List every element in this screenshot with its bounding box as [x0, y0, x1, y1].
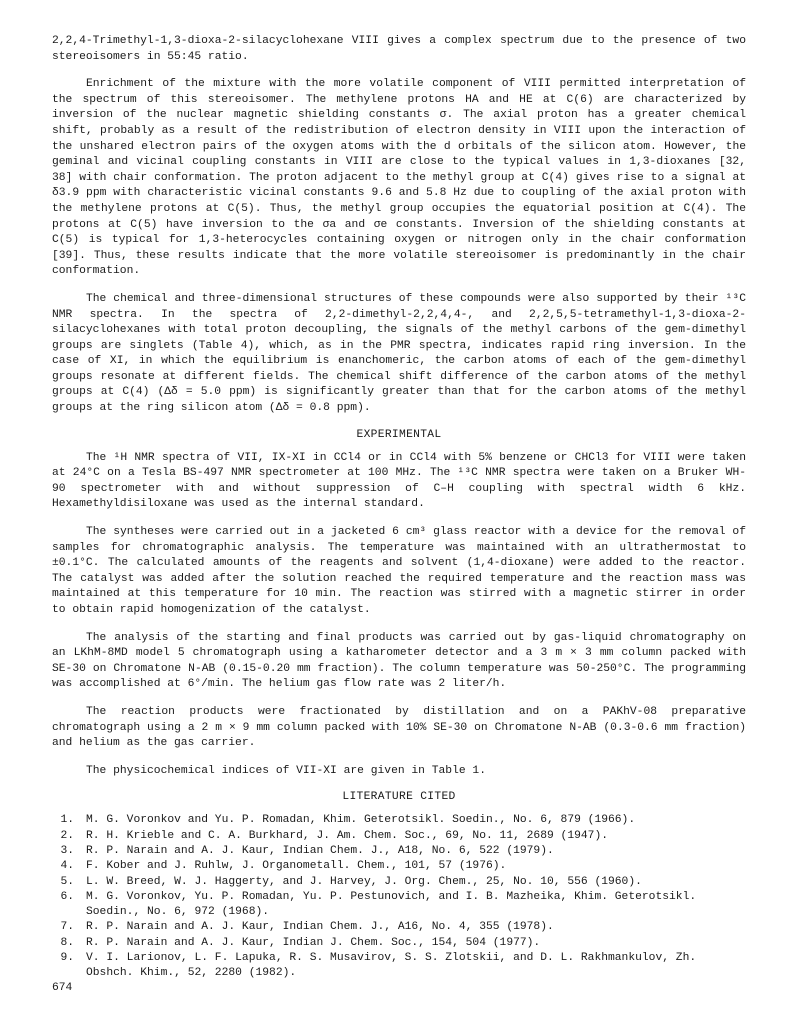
- reference-number: 5.: [60, 875, 74, 888]
- reference-item: [52, 920, 746, 935]
- reference-text: F. Kober and J. Ruhlw, J. Organometall. Chem., 101, 57 (1976).: [86, 860, 507, 873]
- paragraph-enrichment: Enrichment of the mixture with the more volatile component of VIII permitted interpretation of the spectrum of this stereoisomer. The methylene protons HA and HE at C(6) are characterized by inversion of the nuclear magnetic shielding constants σ. The axial proton has a greater chemical shift, probably as a result of the redistribution of electron density in VIII upon the interaction of the unshared electron pairs of the oxygen atoms with the d orbitals of the silicon atom. However, the geminal and vicinal coupling constants in VIII are close to the typical values in 1,3-dioxanes [32, 38] with chair conformation. The proton adjacent to the methyl group at C(4) gives rise to a signal at δ3.9 ppm with characteristic vicinal constants 9.6 and 5.8 Hz due to coupling of the axial proton with the methylene protons at C(5). Thus, the methyl group occupies the equatorial position at C(4). The protons at C(5) have inversion to the σa and σe constants. Inversion of the shielding constants at C(5) is typical for 1,3-heterocycles containing oxygen or nitrogen only in the chair conformation [39]. Thus, these results indicate that the more volatile stereoisomer is predominantly in the chair conformation.: [52, 78, 746, 278]
- reference-item: [52, 813, 746, 828]
- paragraph-chromatography: The analysis of the starting and final products was carried out by gas-liquid chromatography on an LKhM-8MD model 5 chromatograph using a katharometer detector and a 3 m × 3 mm column packed with SE-30 on Chromatone N-AB (0.15-0.20 mm fraction). The column temperature was 50-250°C. The programming was accomplished at 6°/min. The helium gas flow rate was 2 liter/h.: [52, 631, 746, 691]
- paragraph-nmr-conditions: The ¹H NMR spectra of VII, IX-XI in CCl4 or in CCl4 with 5% benzene or CHCl3 for VIII were taken at 24°C on a Tesla BS-497 NMR spectrometer at 100 MHz. The ¹³C NMR spectra were taken on a Bruker WH-90 spectrometer with and without suppression of C–H coupling with spectral width 6 kHz. Hexamethyldisiloxane was used as the internal standard.: [52, 451, 746, 511]
- reference-item: [52, 829, 746, 844]
- reference-list: [52, 813, 746, 981]
- reference-text: M. G. Voronkov, Yu. P. Romadan, Yu. P. Pestunovich, and I. B. Mazheika, Khim. Geterotsikl. Soedin., No. 6, 972 (1968).: [86, 890, 697, 919]
- literature-heading: LITERATURE CITED: [342, 791, 456, 804]
- page-number: 674: [52, 982, 73, 994]
- reference-number: 3.: [60, 844, 74, 857]
- reference-number: 7.: [60, 921, 74, 934]
- reference-text: R. H. Krieble and C. A. Burkhard, J. Am. Chem. Soc., 69, No. 11, 2689 (1947).: [86, 829, 609, 842]
- article-page: [52, 34, 746, 982]
- reference-item: [52, 875, 746, 890]
- paragraph-fractionation: The reaction products were fractionated by distillation and on a PAKhV-08 preparative chromatograph using a 2 m × 9 mm column packed with 10% SE-30 on Chromatone N-AB (0.3-0.6 mm fraction) and helium as the gas carrier.: [52, 705, 746, 750]
- paragraph-c13-spectra: The chemical and three-dimensional structures of these compounds were also supported by their ¹³C NMR spectra. In the spectra of 2,2-dimethyl-2,2,4,4-, and 2,2,5,5-tetramethyl-1,3-dioxa-2-silacyclohexanes with total proton decoupling, the signals of the methyl carbons of the gem-dimethyl groups are singlets (Table 4), which, as in the PMR spectra, indicates rapid ring inversion. In the case of XI, in which the equilibrium is enanchomeric, the carbon atoms of each of the gem-dimethyl groups resonate at different fields. The chemical shift difference of the carbon atoms of the methyl groups at C(4) (Δδ = 5.0 ppm) is significantly greater than that for the carbon atoms of the methyl groups at the ring silicon atom (Δδ = 0.8 ppm).: [52, 292, 746, 415]
- reference-item: [52, 859, 746, 874]
- reference-text: L. W. Breed, W. J. Haggerty, and J. Harvey, J. Org. Chem., 25, No. 10, 556 (1960).: [86, 875, 642, 888]
- paragraph-physicochemical: The physicochemical indices of VII-XI are given in Table 1.: [86, 764, 486, 777]
- experimental-heading: EXPERIMENTAL: [356, 428, 442, 441]
- reference-number: 2.: [60, 829, 74, 842]
- reference-item: [52, 936, 746, 951]
- reference-item: [52, 951, 746, 982]
- reference-number: 9.: [60, 952, 74, 965]
- reference-text: R. P. Narain and A. J. Kaur, Indian Chem. J., A18, No. 6, 522 (1979).: [86, 844, 554, 857]
- paragraph-stereoisomers: 2,2,4-Trimethyl-1,3-dioxa-2-silacyclohexane VIII gives a complex spectrum due to the presence of two stereoisomers in 55:45 ratio.: [52, 35, 746, 63]
- reference-text: R. P. Narain and A. J. Kaur, Indian Chem. J., A16, No. 4, 355 (1978).: [86, 921, 554, 934]
- reference-item: [52, 890, 746, 921]
- reference-number: 8.: [60, 936, 74, 949]
- paragraph-syntheses: The syntheses were carried out in a jacketed 6 cm³ glass reactor with a device for the removal of samples for chromatographic analysis. The temperature was maintained with an ultrathermostat to ±0.1°C. The calculated amounts of the reagents and solvent (1,4-dioxane) were added to the reactor. The catalyst was added after the solution reached the required temperature and the reaction mass was maintained at this temperature for 10 min. The reaction was stirred with a magnetic stirrer in order to obtain rapid homogenization of the catalyst.: [52, 526, 746, 616]
- reference-number: 1.: [60, 814, 74, 827]
- reference-number: 4.: [60, 860, 74, 873]
- reference-text: V. I. Larionov, L. F. Lapuka, R. S. Musavirov, S. S. Zlotskii, and D. L. Rakhmankulov, Zh. Obshch. Khim., 52, 2280 (1982).: [86, 952, 697, 980]
- reference-text: R. P. Narain and A. J. Kaur, Indian J. Chem. Soc., 154, 504 (1977).: [86, 936, 541, 949]
- reference-item: [52, 844, 746, 859]
- reference-text: M. G. Voronkov and Yu. P. Romadan, Khim. Geterotsikl. Soedin., No. 6, 879 (1966).: [86, 814, 636, 827]
- reference-number: 6.: [60, 890, 74, 903]
